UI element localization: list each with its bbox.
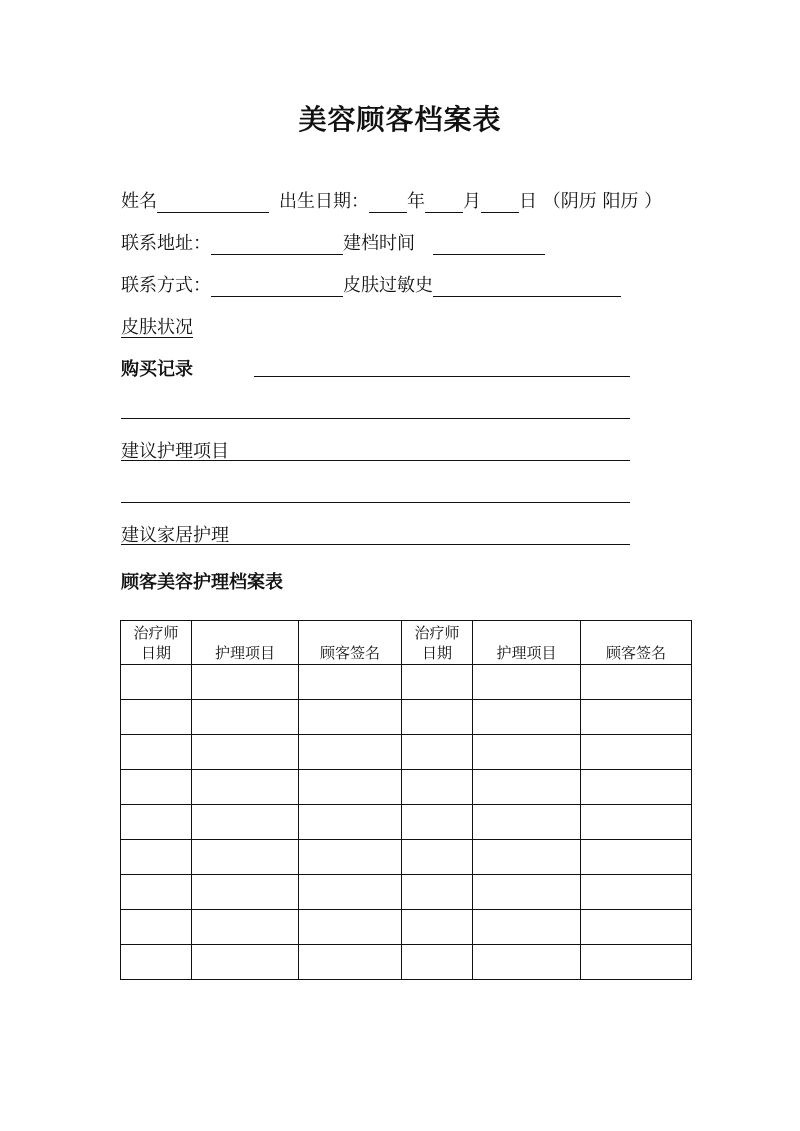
table-cell[interactable] bbox=[299, 735, 402, 770]
table-cell[interactable] bbox=[581, 700, 692, 735]
table-cell[interactable] bbox=[581, 665, 692, 700]
header-therapist-date bbox=[121, 621, 192, 665]
table-cell[interactable] bbox=[192, 770, 299, 805]
name-birth-row bbox=[121, 187, 662, 217]
table-cell[interactable] bbox=[402, 735, 473, 770]
table-cell[interactable] bbox=[192, 875, 299, 910]
month-label: 月 bbox=[463, 191, 481, 212]
table-cell[interactable] bbox=[121, 770, 192, 805]
table-row bbox=[121, 840, 692, 875]
table-cell[interactable] bbox=[192, 840, 299, 875]
table-cell[interactable] bbox=[402, 840, 473, 875]
table-cell[interactable] bbox=[121, 700, 192, 735]
table-cell[interactable] bbox=[299, 875, 402, 910]
table-cell[interactable] bbox=[192, 735, 299, 770]
table-cell[interactable] bbox=[581, 840, 692, 875]
table-cell[interactable] bbox=[299, 805, 402, 840]
home-care-line[interactable] bbox=[121, 544, 630, 545]
purchase-record-line-2[interactable] bbox=[121, 418, 630, 419]
table-cell[interactable] bbox=[192, 665, 299, 700]
header-line-bottom: 护理项目 bbox=[496, 644, 557, 662]
table-cell[interactable] bbox=[581, 910, 692, 945]
address-field[interactable] bbox=[211, 232, 343, 255]
header-line-bottom: 日期 bbox=[421, 644, 452, 662]
name-field[interactable] bbox=[157, 190, 269, 213]
form-title: 美容顾客档案表 bbox=[298, 103, 502, 136]
care-items-label: 建议护理项目 bbox=[121, 441, 229, 462]
contact-label: 联系方式： bbox=[121, 275, 211, 296]
address-row bbox=[121, 229, 545, 259]
table-cell[interactable] bbox=[473, 700, 581, 735]
table-row bbox=[121, 945, 692, 980]
table-cell[interactable] bbox=[473, 945, 581, 980]
purchase-row bbox=[121, 355, 193, 385]
table-header-row bbox=[121, 621, 692, 665]
header-customer-signature bbox=[299, 621, 402, 665]
header-line-top: 治疗师 bbox=[414, 624, 460, 642]
birth-month-field[interactable] bbox=[425, 190, 463, 213]
table-row bbox=[121, 875, 692, 910]
table-cell[interactable] bbox=[121, 945, 192, 980]
table-cell[interactable] bbox=[402, 805, 473, 840]
table-cell[interactable] bbox=[473, 875, 581, 910]
table-cell[interactable] bbox=[299, 700, 402, 735]
table-cell[interactable] bbox=[581, 805, 692, 840]
table-cell[interactable] bbox=[402, 700, 473, 735]
header-customer-signature bbox=[581, 621, 692, 665]
table-cell[interactable] bbox=[121, 910, 192, 945]
table-cell[interactable] bbox=[299, 770, 402, 805]
table-cell[interactable] bbox=[299, 945, 402, 980]
header-line-bottom: 日期 bbox=[140, 644, 171, 662]
table-cell[interactable] bbox=[402, 875, 473, 910]
day-calendar-label: 日 （阴历 阳历 ） bbox=[519, 191, 663, 212]
header-line-bottom: 顾客签名 bbox=[605, 644, 666, 662]
table-cell[interactable] bbox=[299, 840, 402, 875]
table-row bbox=[121, 770, 692, 805]
header-line-top: 治疗师 bbox=[133, 624, 179, 642]
skin-row bbox=[121, 313, 193, 343]
table-cell[interactable] bbox=[473, 770, 581, 805]
address-label: 联系地址： bbox=[121, 233, 211, 254]
table-row bbox=[121, 665, 692, 700]
table-cell[interactable] bbox=[581, 945, 692, 980]
table-cell[interactable] bbox=[192, 700, 299, 735]
table-cell[interactable] bbox=[192, 945, 299, 980]
header-care-item bbox=[192, 621, 299, 665]
allergy-label: 皮肤过敏史 bbox=[343, 275, 433, 296]
table-cell[interactable] bbox=[121, 875, 192, 910]
table-cell[interactable] bbox=[192, 910, 299, 945]
table-cell[interactable] bbox=[192, 805, 299, 840]
header-line-bottom: 护理项目 bbox=[214, 644, 275, 662]
table-section-title: 顾客美容护理档案表 bbox=[121, 572, 283, 593]
table-row bbox=[121, 805, 692, 840]
table-cell[interactable] bbox=[402, 770, 473, 805]
contact-field[interactable] bbox=[211, 274, 343, 297]
contact-row bbox=[121, 271, 621, 301]
table-body bbox=[121, 665, 692, 980]
skin-condition-label: 皮肤状况 bbox=[121, 317, 193, 338]
care-items-line-2[interactable] bbox=[121, 502, 630, 503]
table-cell[interactable] bbox=[473, 910, 581, 945]
table-cell[interactable] bbox=[402, 945, 473, 980]
record-time-label: 建档时间 bbox=[343, 233, 415, 254]
table-cell[interactable] bbox=[581, 735, 692, 770]
table-cell[interactable] bbox=[473, 840, 581, 875]
record-time-field[interactable] bbox=[433, 232, 545, 255]
table-cell[interactable] bbox=[121, 665, 192, 700]
care-items-line[interactable] bbox=[121, 460, 630, 461]
table-cell[interactable] bbox=[581, 770, 692, 805]
birth-date-label: 出生日期： bbox=[279, 191, 369, 212]
care-record-table bbox=[120, 620, 692, 980]
purchase-record-label: 购买记录 bbox=[121, 359, 193, 380]
header-line-bottom: 顾客签名 bbox=[319, 644, 380, 662]
purchase-record-line[interactable] bbox=[254, 376, 630, 377]
name-label: 姓名 bbox=[121, 191, 157, 212]
table-cell[interactable] bbox=[121, 735, 192, 770]
table-cell[interactable] bbox=[121, 840, 192, 875]
table-row bbox=[121, 735, 692, 770]
table-cell[interactable] bbox=[402, 910, 473, 945]
table-row bbox=[121, 910, 692, 945]
header-therapist-date bbox=[402, 621, 473, 665]
allergy-field[interactable] bbox=[433, 274, 621, 297]
table-cell[interactable] bbox=[473, 735, 581, 770]
home-care-label: 建议家居护理 bbox=[121, 525, 229, 546]
table-cell[interactable] bbox=[299, 910, 402, 945]
home-care-row bbox=[121, 521, 229, 551]
birth-year-field[interactable] bbox=[369, 190, 407, 213]
table-cell[interactable] bbox=[473, 665, 581, 700]
table-cell[interactable] bbox=[299, 665, 402, 700]
table-cell[interactable] bbox=[581, 875, 692, 910]
table-cell[interactable] bbox=[121, 805, 192, 840]
table-cell[interactable] bbox=[402, 665, 473, 700]
year-label: 年 bbox=[407, 191, 425, 212]
header-care-item bbox=[473, 621, 581, 665]
birth-day-field[interactable] bbox=[481, 190, 519, 213]
table-row bbox=[121, 700, 692, 735]
care-items-row bbox=[121, 437, 229, 467]
table-cell[interactable] bbox=[473, 805, 581, 840]
